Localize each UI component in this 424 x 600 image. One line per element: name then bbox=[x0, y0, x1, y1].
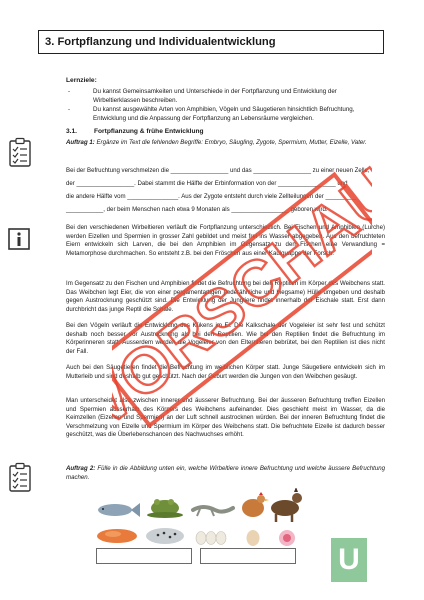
task1-fill-line: der _________________. Dabei stammt die Hälfte der Erbinformation von der _________________ und bbox=[66, 180, 348, 187]
dog-icon bbox=[271, 488, 302, 522]
publisher-logo bbox=[331, 538, 367, 582]
lernziel-text: Du kannst Gemeinsamkeiten und Unterschiede in der Fortpflanzung und Entwicklung der Wirbeltierklassen beschreiben. bbox=[93, 88, 337, 104]
task1-label: Auftrag 1: bbox=[66, 139, 95, 146]
lernziele-label: Lernziele: bbox=[66, 77, 97, 84]
page-title-text: 3. Fortpflanzung und Individualentwicklung bbox=[45, 36, 276, 48]
bird-egg-icon bbox=[247, 530, 260, 546]
task1-fill-line: Bei der Befruchtung verschmelzen die _________________ und das _________________ zu einer neuen Zelle, bbox=[66, 167, 370, 174]
info-paragraph: Man unterscheidet also zwischen innerer und äusserer Befruchtung. Bei der äusseren Befruchtung treffen Eizellen und Spermien ausserhalb des Körpers des Weibchens aufeinander. Dies geschieht meist im Wasser, da die Keimzellen (Eizellen und Spermien) an der Luft schnell austrocknen würden. Bei der inneren Befruchtung findet die Verschmelzung von Eizelle und Spermium im Körper des Weibchens statt. Die befruchtete Eizelle ist dadurch besser geschützt, was die Überlebenschancen des Nachwuchses erhöht. bbox=[66, 397, 385, 439]
info-paragraph: Auch bei den Säugetieren findet die Befruchtung im weiblichen Körper statt. Junge Säugetiere entwickeln sich im Mutterleib und sind deshalb gut geschützt. Nach der Geburt werden die Jungen von den Weibchen gesäugt. bbox=[66, 364, 385, 380]
info-paragraph: Bei den Vögeln verläuft die Entwicklung des Kükens im Ei. Die Kalkschale der Vogeleier ist sehr fest und schützt deshalb noch besser vor Austrocknung als bei den Reptilien. Wie bei den Reptilien findet die Befruchtung im Körperinneren statt. Ausserdem werden die Vogeleier von den Elterntieren bebrütet, bei den Reptilien ist dies nicht der Fall. bbox=[66, 322, 385, 355]
info-paragraph: Bei den verschiedenen Wirbeltieren verläuft die Fortpflanzung unterschiedlich. Bei Fischen und Amphibien (Lurche) werden Eizellen und Spermien in grosser Zahl gebildet und meist frei ins Wasser abgegeben. Aus den befruchteten Eiern entwickeln sich Larven, die bei den Amphibien im Gegensatz zu den Fischen eine Verwandlung = Metamorphose durchmachen. So entsteht z.B. bei den Fröschen aus einer Kaulquappe der Forsch. bbox=[66, 224, 385, 257]
section-title: Fortpflanzung & frühe Entwicklung bbox=[94, 128, 204, 135]
clipboard-checklist-icon bbox=[8, 137, 32, 172]
task2-label: Auftrag 2: bbox=[66, 465, 96, 472]
task2-instruction bbox=[66, 465, 385, 482]
task1-instruction-text: Ergänze im Text die fehlenden Begriffe: Embryo, Säugling, Zygote, Spermium, Mutter, Eizelle, Vater. bbox=[96, 139, 367, 146]
preview-watermark-text: VORSCHAU bbox=[112, 153, 372, 441]
task1-instruction bbox=[66, 139, 385, 148]
embryo-icon bbox=[279, 530, 295, 546]
answer-box-left[interactable] bbox=[96, 548, 192, 564]
lizard-icon bbox=[193, 507, 233, 516]
page-title bbox=[38, 30, 384, 54]
task1-fill-line: die andere Hälfte vom _______________. Aus der Zygote entsteht durch viele Zellteilungen der _________ bbox=[66, 193, 356, 200]
lernziel-dash: - bbox=[68, 88, 71, 95]
clipboard-checklist-icon bbox=[8, 462, 32, 497]
lernziel-dash: - bbox=[68, 106, 71, 113]
task1-fill-line: ___________, der beim Menschen nach etwa 9 Monaten als _________________ geboren wird. bbox=[66, 206, 328, 213]
info-paragraph: Im Gegensatz zu den Fischen und Amphibien findet die Befruchtung bei den Reptilien im Körper des Weibchens statt. Das Weibchen legt Eier, die von einer pergamentartigen (lederähnliche und biegsame) Hülle umgeben und deshalb gegen Austrocknung geschützt sind. Die Entwicklung der Jungtiere findet innerhalb der Eischale statt. Erst dann durchbricht das junge Reptil die Schale. bbox=[66, 280, 385, 313]
section-number: 3.1. bbox=[66, 128, 77, 135]
reptile-eggs-icon bbox=[196, 532, 226, 545]
fish-eggs-icon bbox=[97, 529, 137, 543]
hen-icon bbox=[242, 492, 269, 517]
frog-icon bbox=[147, 499, 183, 518]
fish-icon bbox=[98, 503, 140, 517]
publisher-logo-letter: U bbox=[338, 543, 360, 576]
info-icon bbox=[8, 228, 30, 255]
task2-instruction-text: Fülle in die Abbildung unten ein, welche Wirbeltiere innere Befruchtung und welche äussere Befruchtung machen. bbox=[66, 465, 386, 481]
frog-spawn-icon bbox=[146, 528, 184, 544]
lernziel-text: Du kannst ausgewählte Arten von Amphibien, Vögeln und Säugetieren hinsichtlich Befruchtung, Entwicklung und die Anpassung der Fortpflanzung an Lebensräume vergleichen. bbox=[93, 106, 355, 122]
answer-box-right[interactable] bbox=[200, 548, 296, 564]
animal-illustration bbox=[95, 488, 305, 550]
